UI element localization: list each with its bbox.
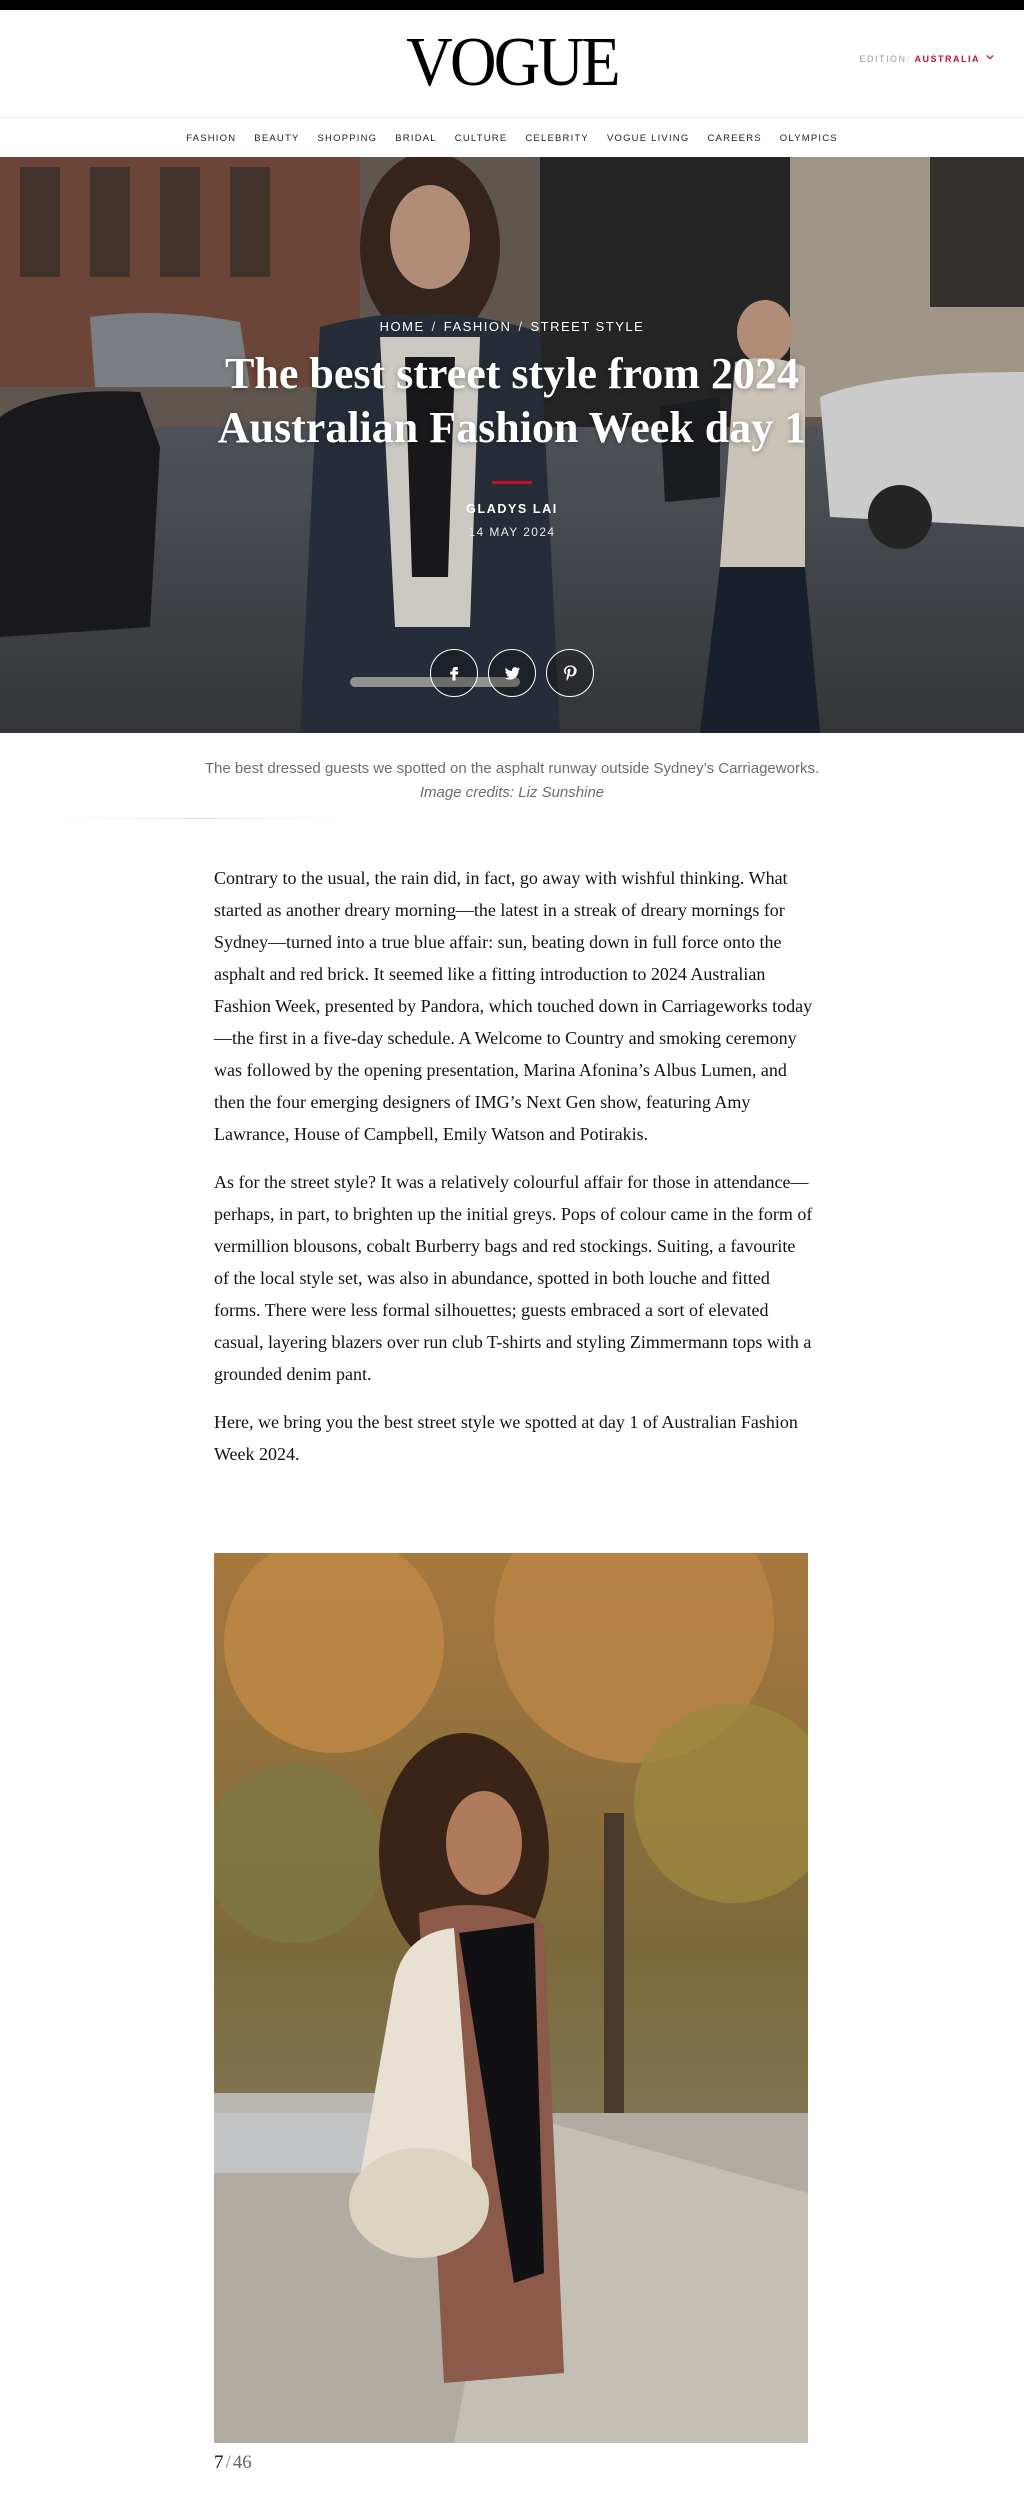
gallery-separator: / xyxy=(225,2452,231,2473)
main-nav xyxy=(0,119,1024,157)
article-paragraph: Here, we bring you the best street style we spotted at day 1 of Australian Fashion Week 2024. xyxy=(214,1412,798,1464)
breadcrumb-fashion[interactable]: FASHION xyxy=(443,319,512,334)
gallery-counter xyxy=(214,2452,252,2474)
share-pinterest-button[interactable] xyxy=(546,649,594,697)
gallery-photo xyxy=(214,1553,808,2443)
share-buttons xyxy=(0,649,1024,697)
nav-item-fashion[interactable]: FASHION xyxy=(186,132,237,144)
hero-banner xyxy=(0,157,1024,733)
caption-credit: Image credits: Liz Sunshine xyxy=(419,784,605,801)
pinterest-icon xyxy=(561,664,579,682)
share-facebook-button[interactable] xyxy=(430,649,478,697)
article-paragraph: As for the street style? It was a relatively colourful affair for those in attendance—perhaps, in part, to brighten up the initial greys. Pops of colour came in the form of vermillion blousons, cobalt Burberry bags and red stockings. Suiting, a favourite of the local style set, was also in abundance, spotted in both louche and fitted forms. There were less formal silhouettes; guests embraced a sort of elevated casual, layering blazers over run club T-shirts and styling Zimmermann tops with a grounded denim pant. xyxy=(214,1172,813,1384)
author-name[interactable]: GLADYS LAI xyxy=(466,502,558,516)
edition-label: EDITION: xyxy=(859,54,911,64)
breadcrumb-home[interactable]: HOME xyxy=(379,319,425,334)
hero-caption xyxy=(0,757,1024,805)
twitter-icon xyxy=(503,664,521,682)
article-paragraph: Contrary to the usual, the rain did, in fact, go away with wishful thinking. What started as another dreary morning—the latest in a streak of dreary mornings for Sydney—turned into a true blue affair: sun, beating down in full force onto the asphalt and red brick. It seemed like a fitting introduction to 2024 Australian Fashion Week, presented by Pandora, which touched down in Carriageworks today—the first in a five-day schedule. A Welcome to Country and smoking ceremony was followed by the opening presentation, Marina Afonina’s Albus Lumen, and then the four emerging designers of IMG’s Next Gen show, featuring Amy Lawrance, House of Campbell, Emily Watson and Potirakis. xyxy=(214,868,813,1144)
breadcrumb-separator: / xyxy=(518,319,524,334)
edition-region: AUSTRALIA xyxy=(914,54,980,64)
gallery-image[interactable] xyxy=(214,1553,808,2443)
nav-item-culture[interactable]: CULTURE xyxy=(454,132,508,144)
vogue-logo[interactable]: VOGUE xyxy=(406,24,618,101)
facebook-icon xyxy=(445,664,463,682)
publish-date: 14 MAY 2024 xyxy=(468,525,556,539)
caption-text: The best dressed guests we spotted on the asphalt runway outside Sydney’s Carriageworks. xyxy=(204,760,820,777)
article-body xyxy=(214,862,814,1486)
nav-item-vogue-living[interactable]: VOGUE LIVING xyxy=(606,132,690,144)
chevron-down-icon xyxy=(986,53,994,61)
nav-item-olympics[interactable]: OLYMPICS xyxy=(779,132,838,144)
gallery-current: 7 xyxy=(214,2452,224,2473)
nav-item-bridal[interactable]: BRIDAL xyxy=(395,132,437,144)
article-title: The best street style from 2024 Australian Fashion Week day 1 xyxy=(217,349,807,452)
nav-item-beauty[interactable]: BEAUTY xyxy=(254,132,300,144)
nav-item-celebrity[interactable]: CELEBRITY xyxy=(525,132,589,144)
breadcrumb xyxy=(0,319,1024,334)
breadcrumb-separator: / xyxy=(431,319,437,334)
nav-item-careers[interactable]: CAREERS xyxy=(707,132,762,144)
breadcrumb-street-style[interactable]: STREET STYLE xyxy=(530,319,645,334)
site-header xyxy=(0,10,1024,118)
title-divider xyxy=(492,481,532,484)
top-strip xyxy=(0,0,1024,10)
nav-item-shopping[interactable]: SHOPPING xyxy=(317,132,378,144)
edition-selector[interactable] xyxy=(859,53,994,64)
share-twitter-button[interactable] xyxy=(488,649,536,697)
caption-divider xyxy=(50,818,350,819)
gallery-total: 46 xyxy=(232,2452,252,2473)
